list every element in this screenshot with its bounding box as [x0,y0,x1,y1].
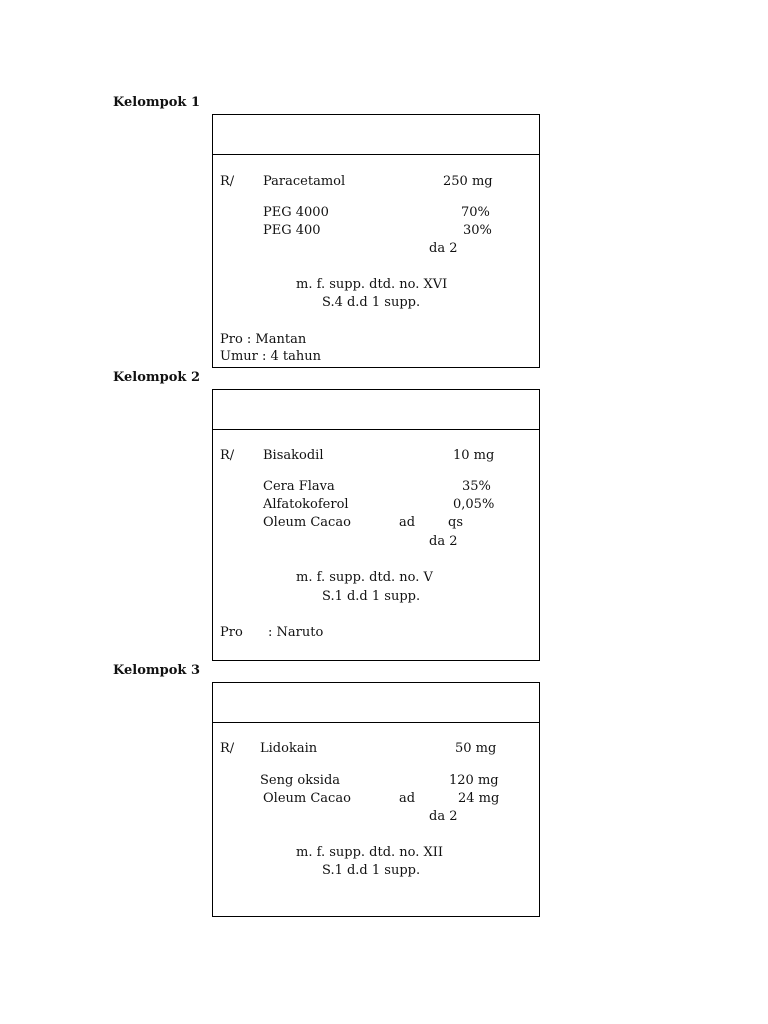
signa-2: S.1 d.d 1 supp. [322,589,421,604]
ingredient-3-1-amount: 120 mg [449,773,499,788]
da-1: da 2 [429,241,458,256]
patient-1: Pro : Mantan [220,332,307,347]
mf-instruction-3: m. f. supp. dtd. no. XII [296,845,444,860]
mf-instruction-1: m. f. supp. dtd. no. XVI [296,277,448,292]
recipe-symbol-2: R/ [220,448,235,463]
ingredient-3-2-amount: 24 mg [458,791,500,806]
main-drug-3: Lidokain [260,741,318,756]
ingredient-2-2-amount: 0,05% [453,497,495,512]
recipe-symbol-3: R/ [220,741,235,756]
recipe-symbol-1: R/ [220,174,235,189]
ingredient-2-3-name: Oleum Cacao [263,515,351,530]
patient-name-2: : Naruto [268,625,324,640]
ingredient-2-3-amount: qs [448,515,463,530]
group-2-title: Kelompok 2 [113,370,200,385]
ingredient-1-1-name: PEG 4000 [263,205,329,220]
ingredient-1-2-name: PEG 400 [263,223,321,238]
main-dose-1: 250 mg [443,174,493,189]
da-2: da 2 [429,534,458,549]
ingredient-1-2-amount: 30% [463,223,492,238]
da-3: da 2 [429,809,458,824]
ingredient-3-1-name: Seng oksida [260,773,341,788]
ingredient-2-1-amount: 35% [462,479,491,494]
prescription-box-2 [212,389,540,661]
ingredient-3-2-name: Oleum Cacao [263,791,351,806]
prescription-box-1 [212,114,540,368]
group-1-title: Kelompok 1 [113,95,200,110]
group-3-title: Kelompok 3 [113,663,200,678]
prescription-header-1 [213,115,539,155]
mf-instruction-2: m. f. supp. dtd. no. V [296,570,433,585]
ingredient-1-1-amount: 70% [461,205,490,220]
signa-3: S.1 d.d 1 supp. [322,863,421,878]
main-dose-3: 50 mg [455,741,497,756]
ingredient-2-2-name: Alfatokoferol [263,497,349,512]
patient-age-1: Umur : 4 tahun [220,349,322,364]
main-drug-1: Paracetamol [263,174,346,189]
ingredient-3-2-ad: ad [399,791,416,806]
signa-1: S.4 d.d 1 supp. [322,295,421,310]
patient-label-2: Pro [220,625,243,640]
main-dose-2: 10 mg [453,448,495,463]
ingredient-2-1-name: Cera Flava [263,479,335,494]
main-drug-2: Bisakodil [263,448,324,463]
prescription-header-3 [213,683,539,723]
prescription-header-2 [213,390,539,430]
ingredient-2-3-ad: ad [399,515,416,530]
